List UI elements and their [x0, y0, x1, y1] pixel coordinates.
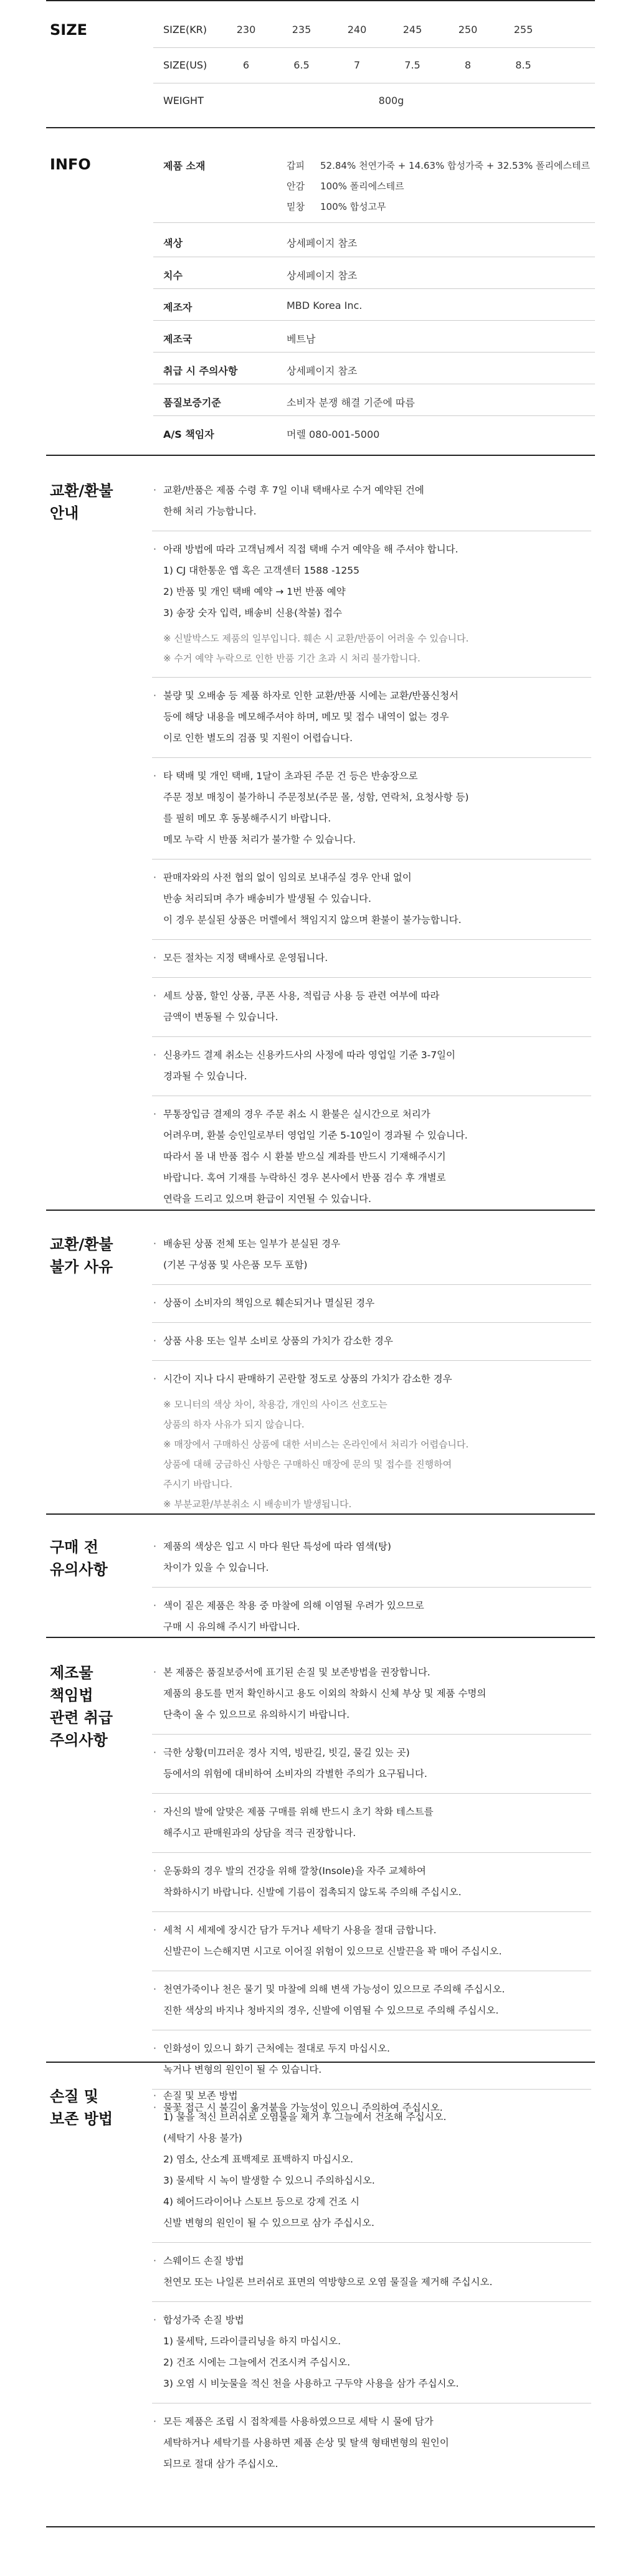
info-row-value: MBD Korea Inc.: [287, 300, 363, 311]
list-item: · 세트 상품, 할인 상품, 쿠폰 사용, 적립금 사용 등 관련 여부에 따라 금액이 변동될 수 있습니다.: [152, 985, 591, 1028]
list-item: · 세척 시 세제에 장시간 담가 두거나 세탁기 사용을 절대 금합니다. 신발끈이 느슨해지면 시고로 이어질 위험이 있으므로 신발끈을 꽉 매어 주십시오.: [152, 1920, 591, 1962]
material-label: 제품 소재: [163, 160, 206, 172]
info-row-label: 품질보증기준: [163, 397, 221, 409]
exchange-heading: 교환/환불 안내: [50, 482, 113, 522]
care-bottom-rule: [46, 2526, 595, 2527]
list-item: · 합성가죽 손질 방법 1) 물세탁, 드라이클리닝을 하지 마십시오. 2) 건조 시에는 그늘에서 건조시켜 주십시오. 3) 오염 시 비눗물을 적신 천을 사용하고 구두약 사용을 삼가 주십시오.: [152, 2309, 591, 2394]
list-item: · 인화성이 있으니 화기 근처에는 절대로 두지 마십시오. 녹거나 변형의 원인이 될 수 있습니다.: [152, 2038, 591, 2080]
list-item: · 판매자와의 사전 협의 없이 임의로 보내주실 경우 안내 없이 반송 처리되며 추가 배송비가 발생될 수 있습니다. 이 경우 분실된 상품은 머렐에서 책임지지 않으며 환불이 불가능합니다.: [152, 867, 591, 930]
exchange-bottom-rule: [46, 1210, 595, 1211]
nonrefund-heading: 교환/환불 불가 사유: [50, 1236, 113, 1276]
list-item: · 색이 짙은 제품은 착용 중 마찰에 의해 이염될 우려가 있으므로 구매 시 유의해 주시기 바랍니다.: [152, 1595, 591, 1637]
liability-content: [152, 1662, 591, 2118]
list-item: · 손질 및 보존 방법 1) 물을 적신 브러쉬로 오염물을 제거 후 그늘에서 건조해 주십시오. (세탁기 사용 불가) 2) 염소, 산소계 표백제로 표백하지 마십시오. 3) 물세탁 시 녹이 발생할 수 있으니 주의하십시오. 4) 헤어드라이어나 스토브 등으로 강제 건조 시 신발 변형의 원인이 될 수 있으므로 삼가 주십시오.: [152, 2085, 591, 2233]
list-item: · 무통장입금 결제의 경우 주문 취소 시 환불은 실시간으로 처리가 어려우며, 환불 승인일로부터 영업일 기준 5-10일이 경과될 수 있습니다. 따라서 몰 내 반품 접수 시 환불 받으실 계좌를 반드시 기재해주시기 바랍니다. 혹여 기재를 누락하신 경우 본사에서 반품 검수 후 개별로 연락을 드리고 있으며 환급이 지연될 수 있습니다.: [152, 1104, 591, 1210]
size-kr-value: 240: [347, 24, 367, 36]
list-item: · 물꽃 접근 시 불길이 옮겨붙을 가능성이 있으니 주의하여 주십시오.: [152, 2097, 591, 2118]
info-row-value: 상세페이지 참조: [287, 365, 358, 377]
list-item: · 불량 및 오배송 등 제품 하자로 인한 교환/반품 시에는 교환/반품신청서 등에 해당 내용을 메모해주셔야 하며, 메모 및 접수 내역이 없는 경우 이로 인한 별도의 검품 및 지원이 어렵습니다.: [152, 685, 591, 749]
list-item: · 상품 사용 또는 일부 소비로 상품의 가치가 감소한 경우: [152, 1330, 591, 1352]
list-item: · 운동화의 경우 발의 건강을 위해 깔창(Insole)을 자주 교체하여 착화하시기 바랍니다. 신발에 기름이 접촉되지 않도록 주의해 주십시오.: [152, 1860, 591, 1903]
info-heading: INFO: [50, 156, 91, 173]
list-item: · 아래 방법에 따라 고객님께서 직접 택배 수거 예약을 해 주셔야 합니다. 1) CJ 대한통운 앱 혹은 고객센터 1588 -1255 2) 반품 및 개인 택배 예약 → 1번 반품 예약 3) 송장 숫자 입력, 배송비 신용(착불) 접수: [152, 539, 591, 623]
size-heading: SIZE: [50, 21, 88, 39]
list-item: · 극한 상황(미끄러운 경사 지역, 빙판길, 빗길, 물길 있는 곳) 등에서의 위험에 대비하여 소비자의 각별한 주의가 요구됩니다.: [152, 1742, 591, 1784]
list-item: · 본 제품은 품질보증서에 표기된 손질 및 보존방법을 권장합니다. 제품의 용도를 먼저 확인하시고 용도 이외의 착화시 신체 부상 및 제품 수명의 단축이 올 수 있으므로 유의하시기 바랍니다.: [152, 1662, 591, 1725]
info-row-label: A/S 책임자: [163, 429, 214, 440]
care-content: [152, 2085, 591, 2474]
list-item: · 교환/반품은 제품 수령 후 7일 이내 택배사로 수거 예약된 건에 한해 처리 가능합니다.: [152, 480, 591, 522]
info-row-label: 취급 시 주의사항: [163, 365, 238, 377]
list-item: · 모든 절차는 지정 택배사로 운영됩니다.: [152, 947, 591, 968]
size-bottom-rule: [46, 127, 595, 128]
weight-label: WEIGHT: [163, 95, 204, 107]
size-kr-value: 250: [458, 24, 478, 36]
note-text: ※ 모니터의 색상 차이, 착용감, 개인의 사이즈 선호도는 상품의 하자 사유가 되지 않습니다. ※ 매장에서 구매하신 상품에 대한 서비스는 온라인에서 처리가 어렵습니다. 상품에 대해 궁금하신 사항은 구매하신 매장에 문의 및 접수를 진행하여 주시기 바랍니다. ※ 부분교환/부분취소 시 배송비가 발생됩니다.: [163, 1399, 469, 1510]
exchange-content: [152, 480, 591, 1210]
list-item: · 타 택배 및 개인 택배, 1달이 초과된 주문 건 등은 반송장으로 주문 정보 매칭이 불가하니 주문정보(주문 몰, 성함, 연락처, 요청사항 등) 를 필히 메모 후 동봉해주시기 바랍니다. 메모 누락 시 반품 처리가 불가할 수 있습니다.: [152, 765, 591, 850]
size-kr-label: SIZE(KR): [163, 24, 207, 36]
size-us-value: 8: [464, 59, 472, 71]
note-text: ※ 신발박스도 제품의 일부입니다. 훼손 시 교환/반품이 어려울 수 있습니다. ※ 수거 예약 누락으로 인한 반품 기간 초과 시 처리 불가합니다.: [163, 633, 469, 664]
info-row-label: 제조자: [163, 301, 193, 313]
nonrefund-content: [152, 1233, 591, 1514]
list-item: · 스웨이드 손질 방법 천연모 또는 나일론 브러쉬로 표면의 역방향으로 오염 물질을 제거해 주십시오.: [152, 2250, 591, 2293]
caution-content: [152, 1536, 591, 1637]
material-value: 52.84% 천연가죽 + 14.63% 합성가죽 + 32.53% 폴리에스테르: [320, 160, 590, 171]
list-item: · 모든 제품은 조립 시 접착제를 사용하였으므로 세탁 시 물에 담가 세탁하거나 세탁기를 사용하면 제품 손상 및 탈색 형태변형의 원인이 되므로 절대 삼가 주십시오.: [152, 2411, 591, 2474]
size-us-label: SIZE(US): [163, 59, 207, 71]
material-key: 갑피: [287, 160, 305, 171]
material-value: 100% 폴리에스테르: [320, 181, 404, 192]
info-row-value: 상세페이지 참조: [287, 270, 358, 282]
size-kr-value: 235: [292, 24, 312, 36]
size-us-value: 6: [242, 59, 250, 71]
info-row-value: 상세페이지 참조: [287, 237, 358, 249]
list-item: · 제품의 색상은 입고 시 마다 원단 특성에 따라 염색(탕) 차이가 있을 수 있습니다.: [152, 1536, 591, 1578]
caution-heading: 구매 전 유의사항: [50, 1538, 108, 1578]
info-row-value: 머렐 080-001-5000: [287, 429, 380, 440]
list-item: · 천연가죽이나 천은 물기 및 마찰에 의해 변색 가능성이 있으므로 주의해 주십시오. 진한 색상의 바지나 청바지의 경우, 신발에 이염될 수 있으므로 주의해 주십시오.: [152, 1979, 591, 2021]
list-item: · 배송된 상품 전체 또는 일부가 분실된 경우 (기본 구성품 및 사은품 모두 포함): [152, 1233, 591, 1276]
info-row-value: 소비자 분쟁 해결 기준에 따름: [287, 397, 415, 409]
size-us-value: 8.5: [515, 59, 531, 71]
list-item: · 신용카드 결제 취소는 신용카드사의 사정에 따라 영업일 기준 3-7일이 경과될 수 있습니다.: [152, 1044, 591, 1087]
size-kr-value: 245: [402, 24, 422, 36]
care-heading: 손질 및 보존 방법: [50, 2088, 113, 2128]
list-item: · 상품이 소비자의 책임으로 훼손되거나 멸실된 경우: [152, 1292, 591, 1314]
top-rule: [46, 0, 595, 1]
size-kr-value: 230: [236, 24, 256, 36]
material-key: 밑창: [287, 201, 305, 212]
size-kr-value: 255: [513, 24, 533, 36]
size-us-value: 7: [353, 59, 361, 71]
info-row-label: 치수: [163, 270, 183, 282]
liability-heading: 제조물 책임법 관련 취급 주의사항: [50, 1664, 113, 1749]
weight-value: 800g: [378, 95, 404, 107]
size-us-value: 6.5: [293, 59, 310, 71]
info-row-label: 제조국: [163, 333, 193, 345]
list-item: · 시간이 지나 다시 판매하기 곤란할 정도로 상품의 가치가 감소한 경우: [152, 1368, 591, 1390]
info-row-value: 베트남: [287, 333, 316, 345]
material-key: 안감: [287, 181, 305, 192]
info-row-label: 색상: [163, 237, 183, 249]
material-value: 100% 합성고무: [320, 201, 386, 212]
info-bottom-rule: [46, 455, 595, 456]
list-item: · 자신의 발에 알맞은 제품 구매를 위해 반드시 초기 착화 테스트를 해주시고 판매원과의 상담을 적극 권장합니다.: [152, 1801, 591, 1844]
size-us-value: 7.5: [404, 59, 421, 71]
